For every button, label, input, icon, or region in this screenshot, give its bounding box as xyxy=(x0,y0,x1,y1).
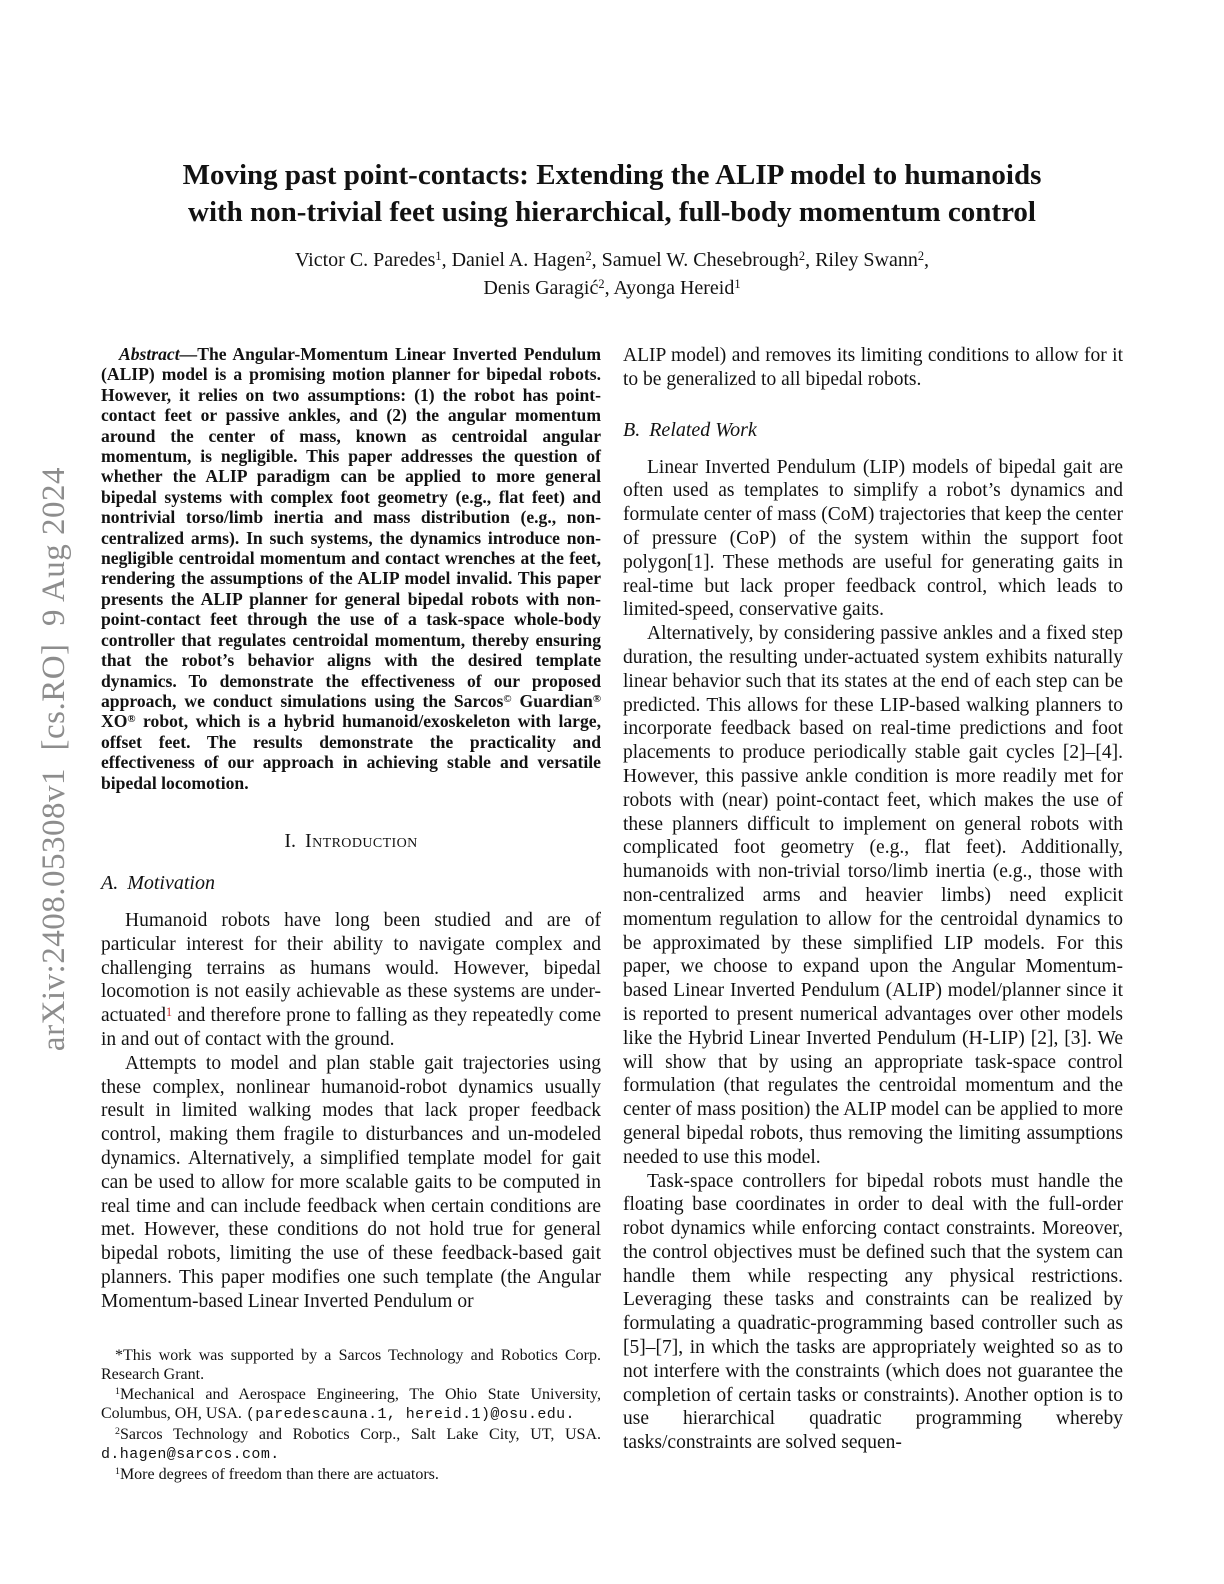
subsection-letter: B. xyxy=(623,418,641,441)
footnote-text: This work was supported by a Sarcos Technology and Robotics Corp. Research Grant. xyxy=(101,1346,601,1383)
footnote-ref-1[interactable]: 1 xyxy=(165,1004,173,1019)
author-separator: , xyxy=(924,249,930,271)
footnote-underactuated xyxy=(101,1465,601,1485)
right-column xyxy=(623,344,1123,1455)
author-separator: , xyxy=(441,249,452,271)
abstract-text-4: robot, which is a hybrid humanoid/exoskeleton with large, offset feet. The results demonstrate the practicality and effectiveness of our approach in achieving stable and versatile bipedal locomotion. xyxy=(101,711,601,793)
author: Samuel W. Chesebrough xyxy=(601,249,799,271)
footnote-marker: 1 xyxy=(115,1386,120,1398)
left-column xyxy=(101,344,601,1484)
paper-title-line1: Moving past point-contacts: Extending the ALIP model to humanoids xyxy=(182,159,1042,192)
author-separator: , xyxy=(805,249,816,271)
paragraph-related-2: Alternatively, by considering passive ankles and a fixed step duration, the resulting under-actuated system exhibits naturally linear behavior such that its states at the end of each step can be predicted. This allows for these LIP-based walking planners to incorporate feedback based on real-time predictions and foot placements to produce periodically stable gait cycles [2]–[4]. However, this passive ankle condition is more readily met for robots with (near) point-contact feet, which makes the use of these planners difficult to implement on general robots with complicated foot geometry (e.g., flat feet). Additionally, humanoids with non-trivial torso/limb inertia (e.g., those with non-centralized arms and heavier limbs) need explicit momentum regulation to allow for the centroidal dynamics to be approximated by these simplified LIP models. For this paper, we choose to expand upon the Angular Momentum-based Linear Inverted Pendulum (ALIP) model/planner since it is reported to present numerical advantages over other models like the Hybrid Linear Inverted Pendulum (H-LIP) [2], [3]. We will show that by using an appropriate task-space control formulation (that regulates the centroidal momentum and the center of mass position) the ALIP model can be applied to more general bipedal robots, thus removing the limiting assumptions needed to use this model. xyxy=(623,623,1123,1168)
author: Denis Garagić xyxy=(483,277,599,299)
section-heading-introduction xyxy=(101,829,601,853)
author-affiliation-sup: 2 xyxy=(917,249,925,264)
footnote-affiliation-1 xyxy=(101,1385,601,1425)
author: Daniel A. Hagen xyxy=(451,249,586,271)
author-affiliation-sup: 2 xyxy=(798,249,806,264)
abstract-label: Abstract— xyxy=(119,344,198,364)
email-address: d.hagen@sarcos.com. xyxy=(101,1446,280,1463)
paragraph-related-1: Linear Inverted Pendulum (LIP) models of bipedal gait are often used as templates to simplify a robot’s dynamics and formulate center of mass (CoM) trajectories that keep the center of pressure (CoP) of the system within the support foot polygon[1]. These methods are useful for generating gaits in real-time but lack proper feedback control, which leads to limited-speed, conservative gaits. xyxy=(623,456,1123,621)
author-separator: , xyxy=(604,277,614,299)
footnote-support xyxy=(101,1346,601,1385)
footnote-text: More degrees of freedom than there are actuators. xyxy=(119,1465,439,1483)
author: Victor C. Paredes xyxy=(294,249,436,271)
footnote-marker: 1 xyxy=(115,1466,120,1478)
author: Ayonga Hereid xyxy=(613,277,735,299)
author-affiliation-sup: 2 xyxy=(598,277,605,292)
footnote-marker: 2 xyxy=(115,1426,120,1438)
paragraph-text: Humanoid robots have long been studied and are of particular interest for their ability to navigate complex and challenging terrains as humans would. However, bipedal locomotion is not easily achievable as these systems are under-actuated xyxy=(101,909,601,1027)
subsection-title: Related Work xyxy=(649,418,757,441)
author-affiliation-sup: 1 xyxy=(734,277,741,292)
footnote-affiliation-2 xyxy=(101,1425,601,1465)
registered-symbol: ® xyxy=(592,693,601,705)
copyright-symbol: © xyxy=(503,693,512,705)
paragraph-motivation-2: Attempts to model and plan stable gait trajectories using these complex, nonlinear humanoid-robot dynamics usually result in limited walking modes that lack proper feedback control, making them fragile to disturbances and un-modeled dynamics. Alternatively, a simplified template model for gait can be used to allow for more scalable gaits to be computed in real time and can include feedback when certain conditions are met. However, these conditions do not hold true for general bipedal robots, limiting the use of these feedback-based gait planners. This paper modifies one such template (the Angular Momentum-based Linear Inverted Pendulum or xyxy=(101,1052,601,1312)
author-line-2 xyxy=(0,274,1224,302)
section-title: Introduction xyxy=(305,829,418,852)
abstract-text-3: XO xyxy=(101,711,128,732)
author-line-1 xyxy=(0,246,1224,274)
section-number: I. xyxy=(284,829,297,852)
email-address: (paredescauna.1, hereid.1)@osu.edu. xyxy=(245,1406,575,1423)
paragraph-motivation-1 xyxy=(101,909,601,1052)
footnote-marker: * xyxy=(115,1346,123,1364)
footnotes xyxy=(101,1346,601,1485)
author-list xyxy=(0,246,1224,302)
subsection-title: Motivation xyxy=(127,871,215,894)
abstract-text-1: The Angular-Momentum Linear Inverted Pendulum (ALIP) model is a promising motion planner for bipedal robots. However, it relies on two assumptions: (1) the robot has point-contact feet or passive ankles, and (2) the angular momentum around the center of mass, known as centroidal angular momentum, is negligible. This paper addresses the question of whether the ALIP paradigm can be applied to more general bipedal systems with complex foot geometry (e.g., flat feet) and nontrivial torso/limb inertia and mass distribution (e.g., non-centralized arms). In such systems, the dynamics introduce non-negligible centroidal momentum and contact wrenches at the feet, rendering the assumptions of the ALIP model invalid. This paper presents the ALIP planner for general bipedal robots with non-point-contact feet through the use of a task-space whole-body controller that regulates centroidal momentum, thereby ensuring that the robot’s behavior aligns with the desired template dynamics. To demonstrate the effectiveness of our proposed approach, we conduct simulations using the Sarcos xyxy=(101,344,601,711)
author-separator: , xyxy=(591,249,602,271)
author-affiliation-sup: 2 xyxy=(585,249,592,264)
subsection-heading-related-work xyxy=(623,418,1123,442)
footnote-text: Mechanical and Aerospace Engineering, The Ohio State University, Columbus, OH, USA. xyxy=(101,1385,601,1422)
subsection-letter: A. xyxy=(101,871,119,894)
abstract-text-2: Guardian xyxy=(511,690,593,711)
paper-title-line2: with non-trivial feet using hierarchical, full-body momentum control xyxy=(188,196,1036,229)
footnote-text: Sarcos Technology and Robotics Corp., Salt Lake City, UT, USA. xyxy=(119,1425,601,1443)
arxiv-watermark: arXiv:2408.05308v1 [cs.RO] 9 Aug 2024 xyxy=(36,466,72,1052)
paragraph-continuation: ALIP model) and removes its limiting conditions to allow for it to be generalized to all bipedal robots. xyxy=(623,345,1123,390)
author: Riley Swann xyxy=(815,249,918,271)
abstract xyxy=(101,344,601,793)
author-affiliation-sup: 1 xyxy=(435,249,442,264)
subsection-heading-motivation xyxy=(101,871,601,895)
paragraph-related-3: Task-space controllers for bipedal robots must handle the floating base coordinates in order to deal with the full-order robot dynamics while enforcing contact constraints. Moreover, the control objectives must be defined such that the system can handle them while respecting any physical restrictions. Leveraging these tasks and constraints can be realized by formulating a quadratic-programming based controller such as [5]–[7], in which the tasks are appropriately weighted so as to not interfere with the constraints (which does not guarantee the completion of certain tasks or constraints). Another option is to use hierarchical quadratic programming whereby tasks/constraints are solved sequen- xyxy=(623,1170,1123,1454)
paper-title xyxy=(0,157,1224,231)
registered-symbol: ® xyxy=(127,713,136,726)
paragraph-text: and therefore prone to falling as they repeatedly come in and out of contact with the ground. xyxy=(101,1005,601,1050)
